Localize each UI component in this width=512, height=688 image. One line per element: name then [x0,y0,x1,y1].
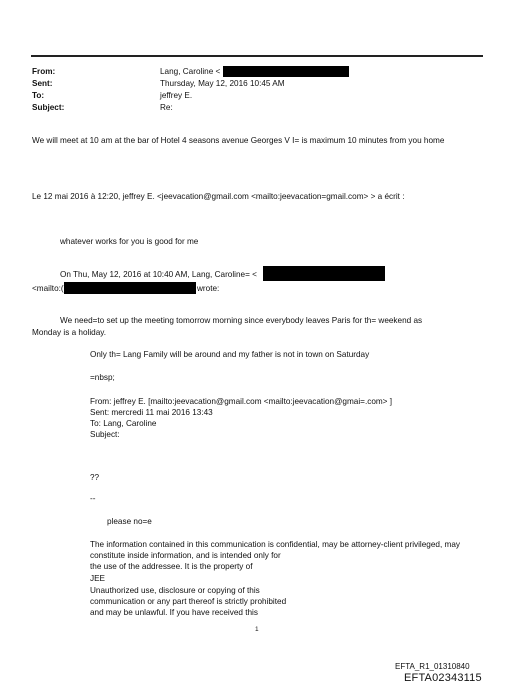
confidentiality-line: JEE [90,574,106,583]
confidentiality-line: constitute inside information, and is intended only for [90,551,281,560]
sent-label: Sent: [32,79,53,88]
bates-ref-1: EFTA_R1_01310840 [395,662,470,671]
body-line-quote-header: Le 12 mai 2016 à 12:20, jeffrey E. <jeevacation@gmail.com <mailto:jeevacation=gmail.com> > a écrit : [32,192,405,201]
subject-label: Subject: [32,103,65,112]
to-label: To: [32,91,45,100]
forward-to: To: Lang, Caroline [90,419,157,428]
body-line-question: ?? [90,473,100,482]
forward-subject: Subject: [90,430,120,439]
from-value: Lang, Caroline < [160,67,221,76]
body-line-wrote: wrote: [197,284,220,293]
body-line-nbsp: =nbsp; [90,373,115,382]
body-line-please: please no=e [107,517,152,526]
bates-ref-2: EFTA02343115 [404,672,482,684]
page-number: 1 [255,626,259,633]
confidentiality-line: Unauthorized use, disclosure or copying of this [90,586,260,595]
body-line-need: We need=to set up the meeting tomorrow morning since everybody leaves Paris for th= weekend as [60,316,423,325]
confidentiality-line: The information contained in this communication is confidential, may be attorney-client privileged, may [90,540,460,549]
body-line-mailto: <mailto:( [32,284,64,293]
sent-value: Thursday, May 12, 2016 10:45 AM [160,79,285,88]
body-line-dashes: -- [90,494,96,503]
redaction-block [223,66,349,77]
body-line-meeting: We will meet at 10 am at the bar of Hotel 4 seasons avenue Georges V I= is maximum 10 minutes from you home [32,136,445,145]
redaction-block [263,266,385,281]
header-rule [31,55,483,57]
redaction-block [64,282,196,294]
forward-sent: Sent: mercredi 11 mai 2016 13:43 [90,408,213,417]
from-label: From: [32,67,56,76]
body-line-reply: whatever works for you is good for me [60,237,199,246]
confidentiality-line: the use of the addressee. It is the property of [90,562,253,571]
confidentiality-line: communication or any part thereof is strictly prohibited [90,597,287,606]
to-value: jeffrey E. [160,91,193,100]
forward-from: From: jeffrey E. [mailto:jeevacation@gmail.com <mailto:jeevacation@gmai=.com> ] [90,397,393,406]
body-line-on-thu: On Thu, May 12, 2016 at 10:40 AM, Lang, Caroline= < [60,270,257,279]
body-line-family: Only th= Lang Family will be around and my father is not in town on Saturday [90,350,370,359]
confidentiality-line: and may be unlawful. If you have received this [90,608,258,617]
subject-value: Re: [160,103,173,112]
body-line-holiday: Monday is a holiday. [32,328,107,337]
